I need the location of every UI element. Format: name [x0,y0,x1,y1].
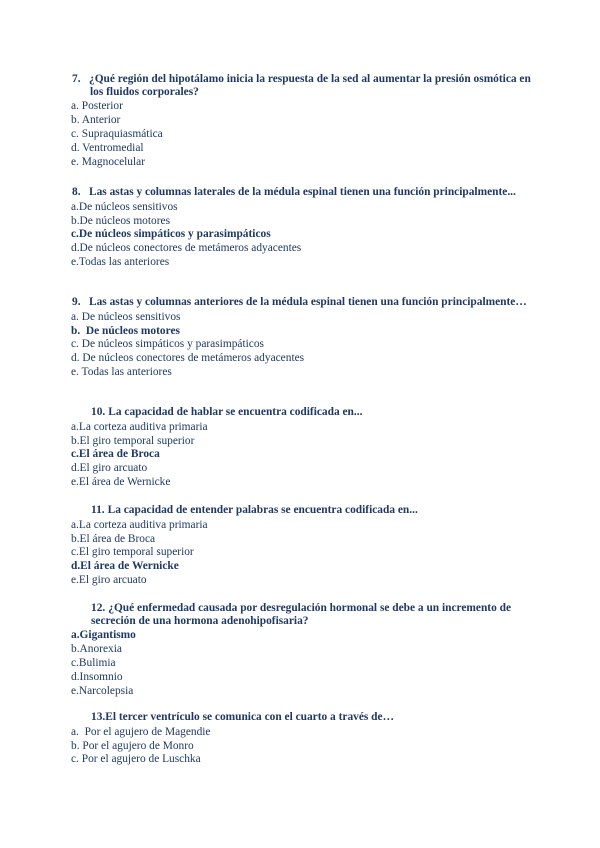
options-list [72,421,542,491]
question-13 [72,711,542,767]
question-number: 7. [72,73,81,85]
answer-option: a.De núcleos sensitivos [71,200,178,213]
question-7 [72,73,542,170]
answer-option: b.Anorexia [71,643,122,656]
answer-option: d. Ventromedial [71,141,144,154]
answer-option: e.El giro arcuato [71,574,147,587]
answer-option: c.El área de Broca [71,448,160,461]
answer-option: e.Todas las anteriores [71,256,170,269]
answer-option: a. De núcleos sensitivos [71,310,181,323]
question-number: 10. [91,406,106,418]
question-text: 12. ¿Qué enfermedad causada por desregulación hormonal se debe a un incremento de secreción de una hormona adenohipofisaria? [91,602,512,627]
answer-option: e.Narcolepsia [71,684,134,697]
answer-option: c.Bulimia [71,657,116,669]
answer-option: a.La corteza auditiva primaria [71,420,208,433]
question-number: 11. [91,504,105,516]
question-8 [72,186,542,270]
question-number: 8. [72,186,81,198]
answer-option: b.El área de Broca [71,532,156,545]
answer-option: c. Por el agujero de Luschka [71,753,201,766]
question-text: 13.El tercer ventrículo se comunica con el cuarto a través de… [91,711,394,723]
question-text: 8. Las astas y columnas laterales de la médula espinal tienen una función principalmente... [72,186,516,198]
options-list [72,726,542,768]
question-9 [72,296,542,380]
answer-option: c.El giro temporal superior [71,546,194,559]
options-list [72,201,542,271]
options-list [72,519,542,589]
question-11 [72,504,542,588]
answer-option: d.El giro arcuato [71,462,148,475]
question-number: 13. [91,711,106,723]
answer-option: e. Magnocelular [71,155,146,168]
question-text: 9. Las astas y columnas anteriores de la médula espinal tienen una función principalmente… [72,296,527,308]
options-list [72,629,542,699]
options-list [72,311,542,381]
answer-option: b. Por el agujero de Monro [71,739,194,752]
question-12 [72,602,542,699]
question-10 [72,406,542,490]
answer-option: e. Todas las anteriores [71,366,172,379]
answer-option: c.De núcleos simpáticos y parasimpáticos [71,228,271,241]
answer-option: b. Anterior [71,114,121,127]
answer-option: a.La corteza auditiva primaria [71,518,208,531]
answer-option: d.De núcleos conectores de metámeros adyacentes [71,242,302,255]
answer-option: c. De núcleos simpáticos y parasimpáticos [71,338,264,351]
answer-option: e.El área de Wernicke [71,476,171,489]
answer-option: c. Supraquiasmática [71,128,163,140]
options-list [72,100,542,170]
question-text: 11. La capacidad de entender palabras se encuentra codificada en... [91,504,418,516]
question-text: 10. La capacidad de hablar se encuentra codificada en... [91,406,363,418]
answer-option: a.Gigantismo [71,629,136,642]
question-text: 7. ¿Qué región del hipotálamo inicia la respuesta de la sed al aumentar la presión osmótica en los fluidos corporales? [72,73,531,98]
answer-option: b.El giro temporal superior [71,434,195,447]
answer-option: b. De núcleos motores [71,324,180,337]
answer-option: d.Insomnio [71,670,123,683]
question-number: 9. [72,296,81,308]
answer-option: b.De núcleos motores [71,214,171,227]
answer-option: d. De núcleos conectores de metámeros adyacentes [71,352,305,365]
question-number: 12. [91,602,106,614]
answer-option: a. Posterior [71,100,123,113]
answer-option: d.El área de Wernicke [71,560,179,573]
answer-option: a. Por el agujero de Magendie [71,725,211,738]
